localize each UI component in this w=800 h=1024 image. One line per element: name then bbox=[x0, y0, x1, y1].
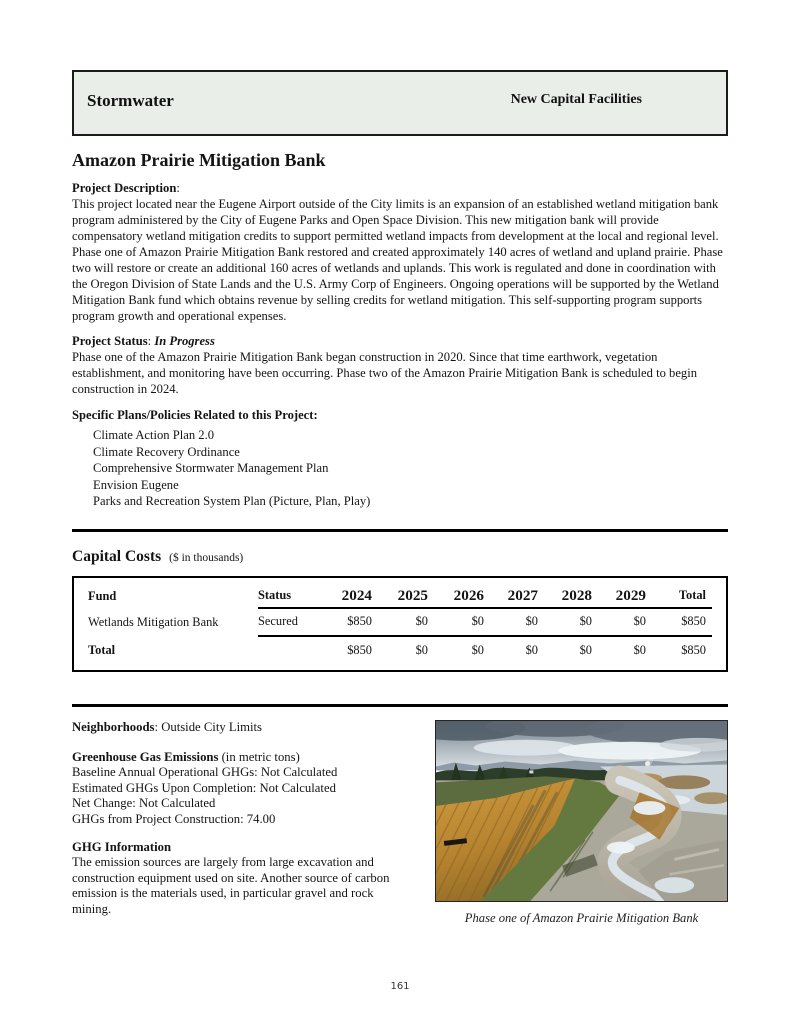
total-2028-cell: $0 bbox=[544, 636, 598, 658]
total-total-cell: $850 bbox=[652, 636, 712, 658]
plans-list bbox=[93, 427, 728, 510]
header-cell-fund: Fund bbox=[88, 588, 117, 603]
section-divider bbox=[72, 529, 728, 532]
total-label-cell: Total bbox=[88, 642, 116, 657]
project-photo bbox=[435, 720, 728, 902]
header-cell-2025: 2025 bbox=[378, 588, 434, 608]
list-item: Climate Recovery Ordinance bbox=[93, 444, 240, 459]
ghg-line-estimated: Estimated GHGs Upon Completion: Not Calculated bbox=[72, 780, 336, 795]
table-row bbox=[88, 608, 712, 636]
cell-2024: $850 bbox=[347, 613, 372, 628]
section-divider bbox=[72, 704, 728, 707]
plans-heading: Specific Plans/Policies Related to this Project: bbox=[72, 408, 318, 422]
cell-2028: $0 bbox=[579, 613, 592, 628]
list-item: Parks and Recreation System Plan (Picture, Plan, Play) bbox=[93, 494, 371, 509]
list-item: Envision Eugene bbox=[93, 477, 179, 492]
total-status-cell bbox=[258, 636, 320, 658]
total-2026-cell: $0 bbox=[434, 636, 490, 658]
header-cell-status: Status bbox=[258, 588, 320, 608]
table-header-row bbox=[88, 588, 712, 608]
total-2027-cell: $0 bbox=[490, 636, 544, 658]
project-status-body: Phase one of the Amazon Prairie Mitigation Bank began construction in 2020. Since that time earthwork, vegetation establishment, and monitoring have been occurring. Phase two of the Amazon Prairie Mitigation Bank is scheduled to begin construction in 2024. bbox=[72, 350, 698, 396]
aerial-wetland-illustration bbox=[436, 721, 727, 901]
cell-2025: $0 bbox=[415, 613, 428, 628]
capital-costs-heading: Capital Costs ($ in thousands) bbox=[72, 547, 244, 565]
header-cell-2028: 2028 bbox=[544, 588, 598, 608]
ghg-line-construction: GHGs from Project Construction: 74.00 bbox=[72, 811, 276, 826]
header-cell-total: Total bbox=[652, 588, 712, 608]
ghg-line-baseline: Baseline Annual Operational GHGs: Not Calculated bbox=[72, 765, 338, 780]
total-2025-cell: $0 bbox=[378, 636, 434, 658]
header-cell-2024: 2024 bbox=[320, 588, 378, 608]
project-description-body: This project located near the Eugene Airport outside of the City limits is an expansion of an established wetland mitigation bank program administered by the City of Eugene Parks and Open Space Division. This new mitigation bank will provide compensatory wetland mitigation credits to support permitted wetland impacts from development at the local and regional level. Phase one of Amazon Prairie Mitigation Bank restored and created approximately 140 acres of wetland and upland prairie. Phase two will restore or create an additional 160 acres of wetlands and uplands. This work is regulated and done in coordination with the Oregon Division of State Lands and the U.S. Army Corp of Engineers. Ongoing operations will be supported by the Wetland Mitigation Bank fund which obtains revenue by selling credits for wetland mitigation. This self-supporting program supports program growth and operational expenses. bbox=[72, 197, 723, 323]
cell-fund: Wetlands Mitigation Bank bbox=[88, 614, 219, 629]
cell-2026: $0 bbox=[471, 613, 484, 628]
ghg-information-heading: GHG Information bbox=[72, 839, 172, 854]
footer-info-column bbox=[72, 720, 404, 926]
capital-costs-units-note: ($ in thousands) bbox=[169, 551, 244, 564]
list-item: Climate Action Plan 2.0 bbox=[93, 428, 215, 442]
ghg-information-body: The emission sources are largely from large excavation and construction equipment used on site. Another source of carbon emission is the materials used, in particular gravel and rock mining. bbox=[72, 855, 390, 916]
banner-category-label: Stormwater bbox=[87, 91, 174, 110]
table-total-row bbox=[88, 636, 712, 658]
photo-caption: Phase one of Amazon Prairie Mitigation Bank bbox=[464, 910, 699, 925]
list-item: Comprehensive Stormwater Management Plan bbox=[93, 461, 329, 476]
cell-2029: $0 bbox=[633, 613, 646, 628]
cell-status: Secured bbox=[258, 613, 298, 628]
section-banner bbox=[72, 70, 728, 136]
page-title: Amazon Prairie Mitigation Bank bbox=[72, 150, 326, 170]
project-description-heading: Project Description: bbox=[72, 181, 180, 195]
banner-section-label: New Capital Facilities bbox=[510, 92, 642, 107]
capital-costs-table-box bbox=[72, 576, 728, 672]
ghg-line-net-change: Net Change: Not Calculated bbox=[72, 796, 216, 811]
total-2024-cell: $850 bbox=[320, 636, 378, 658]
capital-costs-table bbox=[88, 588, 712, 658]
project-status-value: In Progress bbox=[151, 334, 215, 348]
header-cell-2027: 2027 bbox=[490, 588, 544, 608]
cell-2027: $0 bbox=[525, 613, 538, 628]
neighborhoods-line: Neighborhoods: Outside City Limits bbox=[72, 719, 262, 734]
header-cell-2029: 2029 bbox=[598, 588, 652, 608]
header-cell-2026: 2026 bbox=[434, 588, 490, 608]
ghg-emissions-heading: Greenhouse Gas Emissions (in metric tons) bbox=[72, 749, 300, 764]
photo-column bbox=[435, 720, 728, 926]
total-2029-cell: $0 bbox=[598, 636, 652, 658]
project-status-heading: Project Status: In Progress bbox=[72, 334, 215, 348]
page-number: 161 bbox=[390, 981, 410, 992]
cell-total: $850 bbox=[681, 613, 706, 628]
